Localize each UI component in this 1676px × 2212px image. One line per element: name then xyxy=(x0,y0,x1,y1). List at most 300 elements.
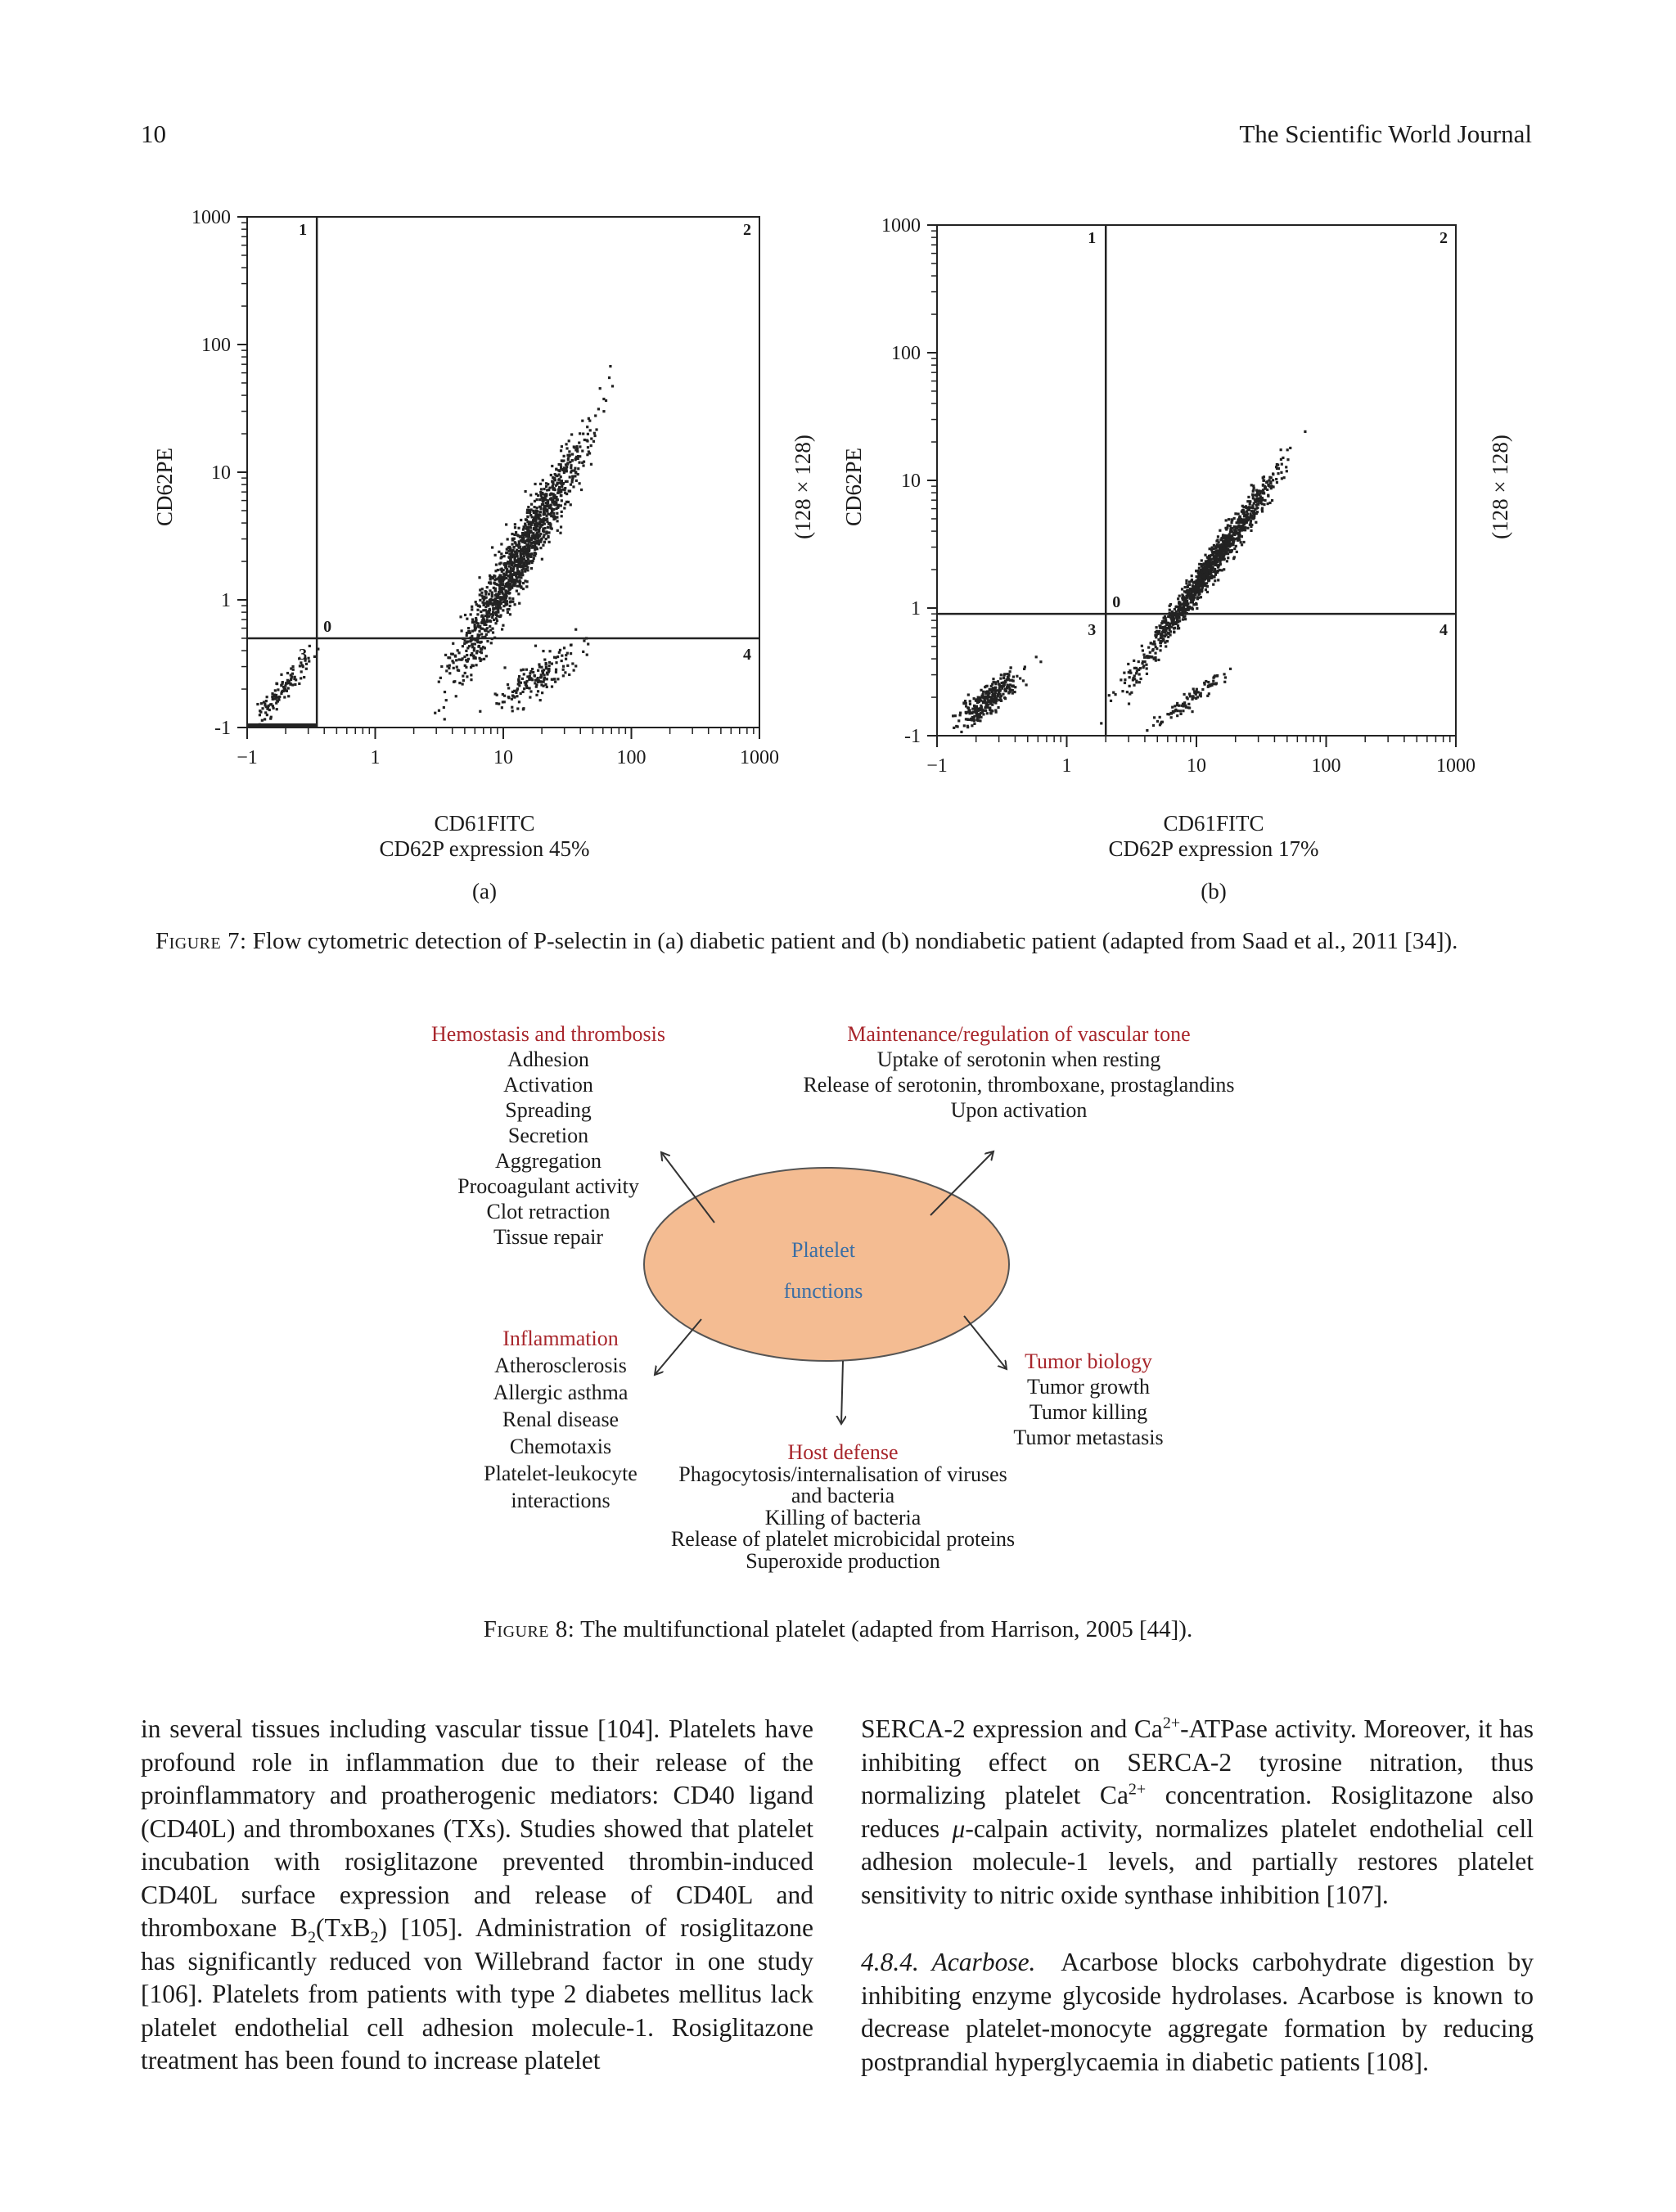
data-point xyxy=(1199,573,1201,575)
data-point xyxy=(1286,448,1289,451)
data-point xyxy=(1186,601,1188,604)
data-point xyxy=(534,483,536,485)
data-point xyxy=(493,575,496,578)
data-point xyxy=(1192,594,1195,597)
y-tick-label: -1 xyxy=(214,718,231,739)
data-point xyxy=(1025,683,1027,686)
data-point xyxy=(1157,638,1160,641)
data-point xyxy=(522,564,525,566)
data-point xyxy=(520,519,522,521)
data-point xyxy=(534,527,537,529)
data-point xyxy=(1235,545,1237,547)
data-point xyxy=(1161,631,1164,633)
data-point xyxy=(543,677,546,679)
data-point xyxy=(1191,710,1193,713)
data-point xyxy=(965,705,967,707)
data-point xyxy=(1149,651,1151,654)
data-point xyxy=(505,597,507,599)
data-point xyxy=(1209,566,1211,569)
data-point xyxy=(507,591,509,593)
data-point xyxy=(568,489,570,492)
tumor-title: Tumor biology xyxy=(1025,1349,1152,1373)
data-point xyxy=(561,655,563,657)
data-point xyxy=(1188,583,1191,586)
data-point xyxy=(1228,540,1230,543)
data-point xyxy=(1200,695,1202,697)
data-point xyxy=(589,429,592,431)
data-point xyxy=(986,712,989,714)
data-point xyxy=(543,534,545,536)
data-point xyxy=(967,693,970,696)
data-point xyxy=(999,695,1002,697)
data-point xyxy=(992,678,994,680)
data-point xyxy=(1174,608,1176,610)
data-point xyxy=(512,574,515,576)
data-point xyxy=(974,706,976,709)
data-point xyxy=(283,696,286,698)
data-point xyxy=(1173,619,1175,622)
data-point xyxy=(583,439,586,441)
data-point xyxy=(1183,701,1186,704)
data-point xyxy=(594,414,597,417)
data-point xyxy=(517,527,520,529)
data-point xyxy=(1120,678,1122,681)
data-point xyxy=(1127,663,1129,665)
data-point xyxy=(1192,588,1195,591)
data-point xyxy=(1201,575,1204,578)
data-point xyxy=(264,702,266,705)
data-point xyxy=(1179,710,1182,712)
data-point xyxy=(1268,502,1271,504)
data-point xyxy=(1174,606,1177,608)
data-point xyxy=(574,628,577,631)
data-point xyxy=(1159,716,1161,719)
data-point xyxy=(1160,645,1162,647)
data-point xyxy=(558,473,561,475)
data-point xyxy=(522,536,525,538)
data-point xyxy=(1176,714,1178,717)
data-point xyxy=(564,671,566,674)
data-point xyxy=(546,510,548,512)
data-point xyxy=(507,585,509,588)
data-point xyxy=(1039,660,1042,663)
data-point xyxy=(1217,579,1219,581)
data-point xyxy=(501,570,503,573)
data-point xyxy=(1277,472,1279,475)
data-point xyxy=(1232,538,1235,541)
data-point xyxy=(536,507,538,509)
data-point xyxy=(284,684,286,687)
data-point xyxy=(298,683,300,685)
data-point xyxy=(593,435,596,437)
data-point xyxy=(1212,557,1214,560)
data-point xyxy=(571,662,574,665)
data-point xyxy=(1237,535,1240,538)
data-point xyxy=(1217,535,1219,538)
hemostasis-block xyxy=(389,1021,708,1250)
data-point xyxy=(969,703,971,705)
data-point xyxy=(1228,518,1230,520)
data-point xyxy=(529,690,532,692)
data-point xyxy=(1263,480,1265,482)
data-point xyxy=(505,577,507,579)
data-point xyxy=(1222,549,1224,552)
data-point xyxy=(570,643,572,646)
data-point xyxy=(1147,646,1150,649)
data-point xyxy=(1201,559,1203,561)
data-point xyxy=(483,658,485,660)
data-point xyxy=(1281,463,1283,466)
data-point xyxy=(522,707,525,710)
data-point xyxy=(1174,627,1176,629)
data-point xyxy=(507,696,510,698)
data-point xyxy=(469,640,471,642)
data-point xyxy=(546,502,548,504)
data-point xyxy=(587,446,589,448)
data-point xyxy=(494,622,497,624)
data-point xyxy=(466,675,468,678)
data-point xyxy=(1164,631,1166,633)
data-point xyxy=(1138,681,1141,683)
data-point xyxy=(986,704,989,706)
data-point xyxy=(1204,583,1206,585)
data-point xyxy=(308,660,310,662)
data-point xyxy=(543,513,546,516)
data-point xyxy=(570,466,572,469)
data-point xyxy=(561,469,564,471)
data-point xyxy=(999,678,1002,680)
data-point xyxy=(962,702,965,705)
vascular-block xyxy=(761,1021,1277,1123)
data-point xyxy=(547,512,549,515)
data-point xyxy=(555,497,557,499)
data-point xyxy=(1133,684,1135,687)
data-point xyxy=(514,542,516,544)
data-point xyxy=(566,665,569,667)
data-point xyxy=(1126,691,1129,693)
data-point xyxy=(518,675,520,678)
data-point xyxy=(583,639,585,642)
data-point xyxy=(501,628,503,630)
y-tick-label: 1 xyxy=(221,590,231,611)
data-point xyxy=(533,506,535,508)
data-point xyxy=(553,656,556,659)
data-point xyxy=(570,503,572,506)
data-point xyxy=(444,718,446,720)
data-point xyxy=(309,645,311,647)
data-point xyxy=(261,719,264,722)
data-point xyxy=(1250,524,1253,526)
data-point xyxy=(516,590,518,592)
data-point xyxy=(1141,645,1143,647)
data-point xyxy=(963,724,966,727)
data-point xyxy=(1143,660,1146,663)
data-point xyxy=(545,666,547,669)
data-point xyxy=(1225,519,1228,521)
data-point xyxy=(554,681,556,683)
tumor-item: Tumor killing xyxy=(1029,1400,1148,1424)
inflammation-item: Chemotaxis xyxy=(509,1435,612,1458)
data-point xyxy=(593,432,596,435)
data-point xyxy=(558,463,561,466)
data-point xyxy=(1177,620,1179,623)
data-point xyxy=(976,710,979,712)
data-point xyxy=(574,467,576,470)
data-point xyxy=(1142,649,1144,651)
data-point xyxy=(1183,586,1186,588)
data-point xyxy=(521,569,524,571)
data-point xyxy=(1138,673,1141,675)
data-point xyxy=(1233,547,1236,550)
data-point xyxy=(1214,683,1217,685)
data-point xyxy=(457,649,459,651)
section-heading: 4.8.4. Acarbose. xyxy=(861,1948,1036,1976)
data-point xyxy=(545,530,547,533)
data-point xyxy=(1216,558,1219,561)
data-point xyxy=(511,597,514,600)
data-point xyxy=(1222,534,1224,536)
data-point xyxy=(526,511,529,514)
data-point xyxy=(1264,499,1266,502)
data-point xyxy=(556,678,559,680)
data-point xyxy=(1168,626,1170,628)
data-point xyxy=(1124,678,1126,681)
data-point xyxy=(525,683,527,686)
data-point xyxy=(507,608,509,610)
host-item: Killing of bacteria xyxy=(764,1505,921,1529)
x-tick-label: −1 xyxy=(237,747,258,768)
data-point xyxy=(1208,555,1210,557)
data-point xyxy=(481,620,484,623)
data-point xyxy=(494,570,497,572)
data-point xyxy=(526,552,529,555)
data-point xyxy=(454,655,457,657)
scatter-plot xyxy=(881,215,1476,777)
data-point xyxy=(472,655,475,657)
data-point xyxy=(563,455,565,457)
y-tick-label: 100 xyxy=(891,343,921,364)
data-point xyxy=(533,554,535,556)
data-point xyxy=(563,646,565,649)
data-point xyxy=(1227,524,1229,526)
data-point xyxy=(1178,705,1180,707)
data-point xyxy=(484,593,487,596)
data-point xyxy=(494,590,497,592)
data-point xyxy=(266,708,268,710)
data-point xyxy=(582,651,584,653)
data-point xyxy=(522,582,525,584)
data-point xyxy=(551,510,553,512)
data-point xyxy=(1236,551,1238,553)
host-item: Release of platelet microbicidal proteins xyxy=(670,1527,1016,1551)
data-point xyxy=(290,677,292,679)
data-point xyxy=(966,725,969,728)
data-point xyxy=(1146,729,1148,732)
data-point xyxy=(1192,603,1195,606)
right-paragraph-1: SERCA-2 expression and $Ca^{2+}$-ATPase activity. Moreover, it has inhibiting effect on SERCA-2 tyrosine nitration, thus normalizing platelet $Ca^{2+}$ concentration. Rosiglitazone also reduces μ-calpain activity, normalizes platelet endothelial cell adhesion molecule-1 levels, and partially restores platelet sensitivity to nitric oxide synthase inhibition [107]. xyxy=(861,1714,1534,1909)
data-point xyxy=(500,543,502,545)
data-point xyxy=(307,657,309,660)
data-point xyxy=(1196,688,1198,691)
data-point xyxy=(439,677,442,679)
data-point xyxy=(507,538,509,540)
data-point xyxy=(275,696,277,699)
data-point xyxy=(264,711,267,714)
data-point xyxy=(506,548,508,551)
data-point xyxy=(305,668,308,670)
data-point xyxy=(473,647,475,650)
data-point xyxy=(574,475,576,477)
data-point xyxy=(477,605,480,607)
data-point xyxy=(557,490,560,493)
data-point xyxy=(1009,679,1011,682)
data-point xyxy=(1260,497,1263,499)
data-point xyxy=(992,695,994,697)
data-point xyxy=(452,642,454,645)
data-point xyxy=(462,674,464,677)
data-point xyxy=(570,652,572,655)
data-point xyxy=(1230,521,1232,524)
data-point xyxy=(1195,570,1197,572)
data-point xyxy=(491,576,493,579)
data-point xyxy=(1277,467,1280,470)
data-point xyxy=(1230,527,1232,529)
data-point xyxy=(1263,475,1265,478)
data-point xyxy=(1164,625,1166,628)
data-point xyxy=(1216,674,1219,677)
hemostasis-item: Spreading xyxy=(505,1098,592,1122)
data-point xyxy=(461,629,463,632)
data-point xyxy=(1180,705,1183,707)
data-point xyxy=(530,543,533,545)
data-point xyxy=(1188,706,1191,709)
data-point xyxy=(1224,676,1227,678)
data-point xyxy=(496,615,498,617)
data-point xyxy=(511,694,514,696)
data-point xyxy=(581,449,583,452)
data-point xyxy=(1220,554,1223,556)
data-point xyxy=(526,509,529,511)
data-point xyxy=(997,706,999,709)
data-point xyxy=(1251,517,1254,520)
data-point xyxy=(1156,647,1158,650)
data-point xyxy=(1231,549,1233,552)
data-point xyxy=(451,660,453,662)
data-point xyxy=(586,453,588,456)
data-point xyxy=(1108,694,1111,696)
quadrant-number: 3 xyxy=(1088,621,1097,640)
data-point xyxy=(586,426,588,428)
data-point xyxy=(1201,688,1204,691)
data-point xyxy=(546,517,548,520)
data-point xyxy=(1184,604,1187,606)
data-point xyxy=(1003,683,1006,686)
data-point xyxy=(552,495,555,498)
data-point xyxy=(587,642,589,645)
data-point xyxy=(546,678,548,680)
data-point xyxy=(1177,597,1179,600)
data-point xyxy=(521,571,524,574)
data-point xyxy=(1156,630,1158,633)
data-point xyxy=(517,550,520,552)
ylabel: CD62PE xyxy=(152,447,177,527)
data-point xyxy=(1174,621,1176,624)
data-point xyxy=(514,526,516,529)
data-point xyxy=(489,578,492,580)
data-point xyxy=(1229,668,1232,670)
data-point xyxy=(1174,705,1176,707)
data-point xyxy=(505,523,507,525)
data-point xyxy=(560,494,562,497)
data-point xyxy=(302,665,304,668)
data-point xyxy=(502,701,504,703)
data-point xyxy=(573,669,575,672)
data-point xyxy=(581,420,583,422)
data-point xyxy=(453,681,455,683)
data-point xyxy=(566,462,569,464)
data-point xyxy=(475,617,477,619)
data-point xyxy=(518,585,520,588)
data-point xyxy=(1196,696,1199,698)
data-point xyxy=(509,605,511,607)
data-point xyxy=(524,570,526,573)
data-point xyxy=(285,683,287,685)
data-point xyxy=(1035,655,1038,658)
data-point xyxy=(551,678,553,681)
figure7-caption xyxy=(155,928,1457,955)
data-point xyxy=(1270,476,1273,479)
data-point xyxy=(287,695,290,697)
data-point xyxy=(997,680,999,683)
data-point xyxy=(539,547,542,549)
data-point xyxy=(1255,489,1258,492)
data-point xyxy=(1012,675,1015,678)
data-point xyxy=(515,531,517,534)
data-point xyxy=(1219,550,1221,552)
data-point xyxy=(526,527,529,529)
data-point xyxy=(541,692,543,694)
data-point xyxy=(527,561,529,563)
data-point xyxy=(574,471,577,474)
data-point xyxy=(1240,525,1242,528)
data-point xyxy=(1252,511,1255,514)
data-point xyxy=(514,551,516,553)
data-point xyxy=(540,488,543,490)
inflammation-item: interactions xyxy=(511,1489,610,1512)
data-point xyxy=(1234,512,1237,515)
data-point xyxy=(572,485,574,488)
data-point xyxy=(465,650,467,652)
data-point xyxy=(570,484,572,486)
data-point xyxy=(555,468,557,471)
data-point xyxy=(539,506,542,508)
data-point xyxy=(266,696,268,698)
data-point xyxy=(1129,669,1131,672)
data-point xyxy=(470,674,472,676)
data-point xyxy=(558,470,561,472)
data-point xyxy=(1178,615,1180,618)
data-point xyxy=(503,593,506,596)
data-point xyxy=(1192,687,1195,690)
data-point xyxy=(551,685,553,687)
data-point xyxy=(539,699,542,701)
data-point xyxy=(466,634,468,637)
data-point xyxy=(1219,569,1221,571)
data-point xyxy=(508,556,511,559)
data-point xyxy=(264,718,266,720)
data-point xyxy=(520,548,523,551)
plot-frame xyxy=(247,217,759,728)
